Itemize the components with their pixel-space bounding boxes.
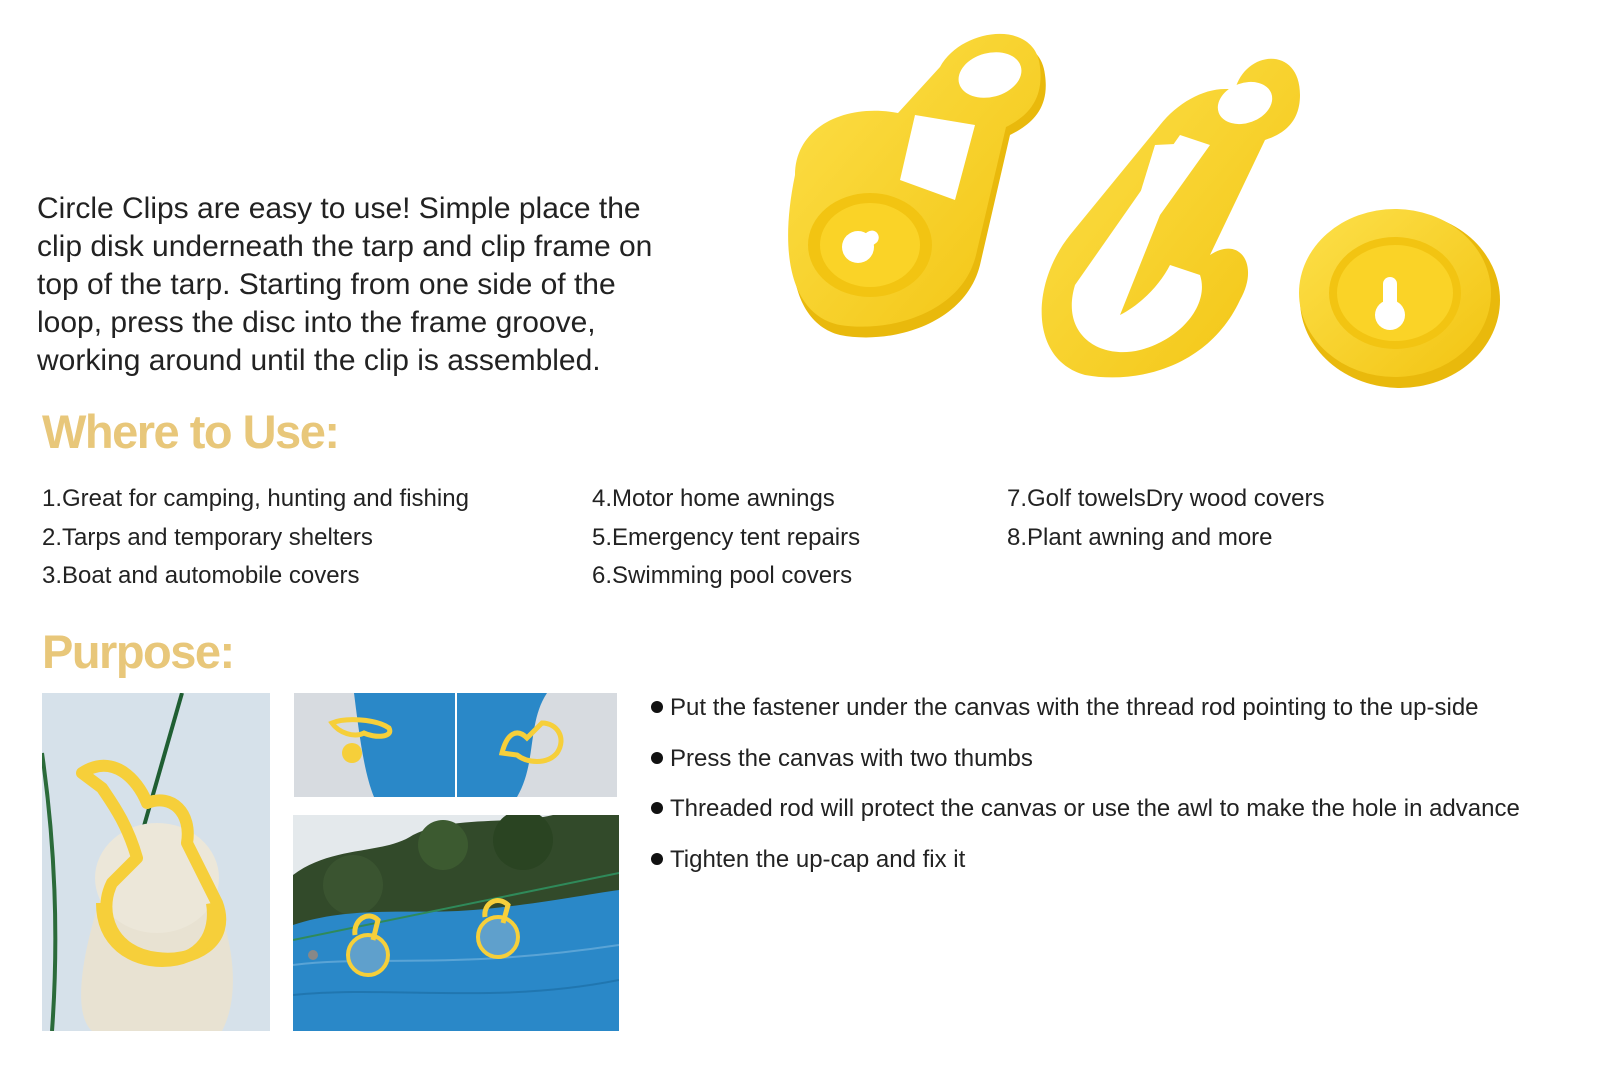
step-item	[651, 739, 1520, 790]
use-list-column	[42, 480, 469, 596]
use-item: 8.Plant awning and more	[1007, 523, 1273, 551]
step-text: Press the canvas with two thumbs	[670, 744, 1033, 772]
step-item	[651, 789, 1520, 840]
product-clips-image	[740, 15, 1520, 435]
step-text: Tighten the up-cap and fix it	[670, 845, 966, 873]
use-item: 1.Great for camping, hunting and fishing	[42, 485, 469, 512]
clip-disc-icon	[1299, 209, 1500, 388]
intro-line: loop, press the disc into the frame groove,	[37, 306, 596, 339]
intro-line: top of the tarp. Starting from one side of the	[37, 268, 616, 301]
photo-clip-parts	[294, 693, 455, 797]
step-text: Threaded rod will protect the canvas or use the awl to make the hole in advance	[670, 795, 1520, 822]
bullet-icon	[651, 752, 663, 764]
bullet-icon	[651, 701, 663, 713]
photo-clip-on-tarp	[457, 693, 617, 797]
intro-line: clip disk underneath the tarp and clip frame on	[37, 230, 653, 263]
use-item: 2.Tarps and temporary shelters	[42, 523, 373, 551]
use-list-column	[1007, 480, 1324, 557]
use-item: 3.Boat and automobile covers	[42, 562, 360, 589]
use-item: 5.Emergency tent repairs	[592, 523, 861, 551]
intro-line: Circle Clips are easy to use! Simple place the	[37, 192, 641, 225]
use-item: 4.Motor home awnings	[592, 485, 835, 512]
bullet-icon	[651, 802, 663, 814]
clip-open-icon	[1042, 59, 1300, 378]
intro-line: working around until the clip is assembled.	[37, 344, 601, 377]
step-text: Put the fastener under the canvas with the thread rod pointing to the up-side	[670, 694, 1479, 721]
use-item: 7.Golf towelsDry wood covers	[1007, 485, 1325, 512]
photo-clips-outdoor	[293, 815, 619, 1031]
use-item: 6.Swimming pool covers	[592, 562, 853, 589]
bullet-icon	[651, 853, 663, 865]
step-item	[651, 840, 1520, 891]
step-item	[651, 688, 1520, 739]
purpose-steps	[651, 688, 1520, 890]
purpose-heading: Purpose:	[42, 625, 234, 678]
intro-paragraph	[37, 190, 717, 380]
use-list-column	[592, 480, 860, 596]
photo-clip-on-line	[42, 693, 270, 1031]
clip-closed-icon	[788, 34, 1046, 338]
where-to-use-heading: Where to Use:	[42, 405, 339, 458]
